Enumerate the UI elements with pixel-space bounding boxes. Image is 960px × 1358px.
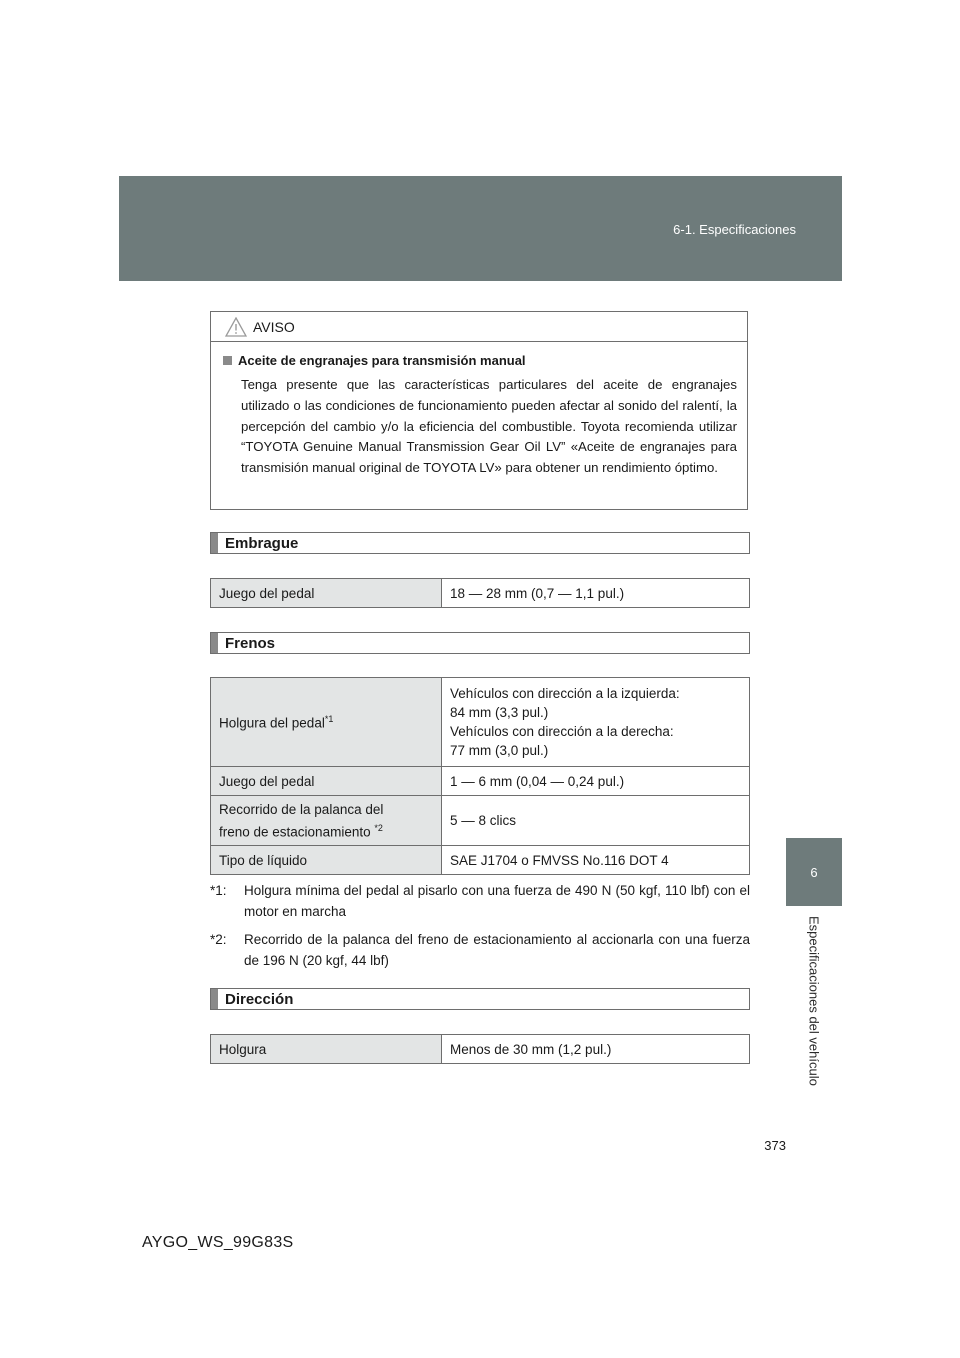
table-row [211, 1035, 750, 1064]
spec-value-line: 77 mm (3,0 pul.) [450, 743, 549, 758]
spec-value: 18 — 28 mm (0,7 — 1,1 pul.) [442, 579, 750, 608]
footnote-ref: *1 [324, 713, 334, 724]
heading-bar [211, 989, 218, 1009]
heading-frenos [210, 632, 750, 654]
header-band [119, 176, 842, 281]
heading-bar [211, 533, 218, 553]
spec-label-text: freno de estacionamiento [219, 824, 371, 840]
spec-label [211, 796, 442, 846]
spec-value: 1 — 6 mm (0,04 — 0,24 pul.) [442, 767, 750, 796]
spec-value-line: Vehículos con dirección a la izquierda: [450, 686, 680, 701]
footnote-ref: *2 [374, 822, 383, 833]
chapter-tab[interactable]: 6 [786, 838, 842, 906]
spec-label: Juego del pedal [211, 579, 442, 608]
heading-text: Dirección [225, 990, 294, 1008]
spec-value: Menos de 30 mm (1,2 pul.) [442, 1035, 750, 1064]
square-bullet-icon [223, 356, 232, 365]
spec-value [442, 678, 750, 767]
warning-subtitle [223, 353, 747, 368]
footer-code: AYGO_WS_99G83S [142, 1234, 294, 1251]
footnote-mark: *2: [210, 932, 227, 947]
warning-box [210, 311, 748, 510]
spec-label: Juego del pedal [211, 767, 442, 796]
section-title: 6-1. Especificaciones [673, 222, 796, 237]
footnotes [210, 880, 750, 978]
table-direccion [210, 1034, 750, 1064]
footnote [210, 929, 750, 971]
spec-label-line: Recorrido de la palanca del [219, 801, 384, 817]
heading-text: Embrague [225, 534, 299, 552]
spec-value-line: 84 mm (3,3 pul.) [450, 705, 549, 720]
spec-value: 5 — 8 clics [442, 796, 750, 846]
spec-label-line [219, 819, 433, 842]
chapter-label: Especificaciones del vehículo [806, 916, 822, 1086]
spec-label: Holgura [211, 1035, 442, 1064]
warning-header [211, 312, 747, 342]
spec-label-text: Holgura del pedal [219, 715, 325, 731]
spec-value-line: Vehículos con dirección a la derecha: [450, 724, 674, 739]
footnote-text: Recorrido de la palanca del freno de estacionamiento al accionarla con una fuerza de 196 N (20 kgf, 44 lbf) [244, 932, 750, 968]
warning-triangle-icon [225, 317, 247, 337]
table-frenos [210, 677, 750, 875]
warning-title: AVISO [253, 318, 295, 335]
spec-label: Tipo de líquido [211, 846, 442, 875]
table-row [211, 767, 750, 796]
table-row [211, 846, 750, 875]
table-row [211, 678, 750, 767]
warning-body: Tenga presente que las características particulares del aceite de engranajes utilizado o las condiciones de funcionamiento pueden afectar al sonido del ralentí, la percepción del cambio y/o la eficiencia del combustible. Toyota recomienda utilizar “TOYOTA Genuine Manual Transmission Gear Oil LV” «Aceite de engranajes para transmisión manual original de TOYOTA LV» para obtener un rendimiento óptimo. [241, 377, 737, 476]
heading-bar [211, 633, 218, 653]
table-row [211, 796, 750, 846]
spec-value: SAE J1704 o FMVSS No.116 DOT 4 [442, 846, 750, 875]
warning-subtitle-text: Aceite de engranajes para transmisión manual [238, 353, 526, 368]
footnote-mark: *1: [210, 883, 227, 898]
page-number: 373 [764, 1138, 786, 1153]
footnote [210, 880, 750, 922]
heading-text: Frenos [225, 634, 276, 652]
spec-label [211, 678, 442, 767]
table-embrague [210, 578, 750, 608]
footnote-text: Holgura mínima del pedal al pisarlo con una fuerza de 490 N (50 kgf, 110 lbf) con el motor en marcha [244, 883, 750, 919]
table-row [211, 579, 750, 608]
heading-direccion [210, 988, 750, 1010]
heading-embrague [210, 532, 750, 554]
